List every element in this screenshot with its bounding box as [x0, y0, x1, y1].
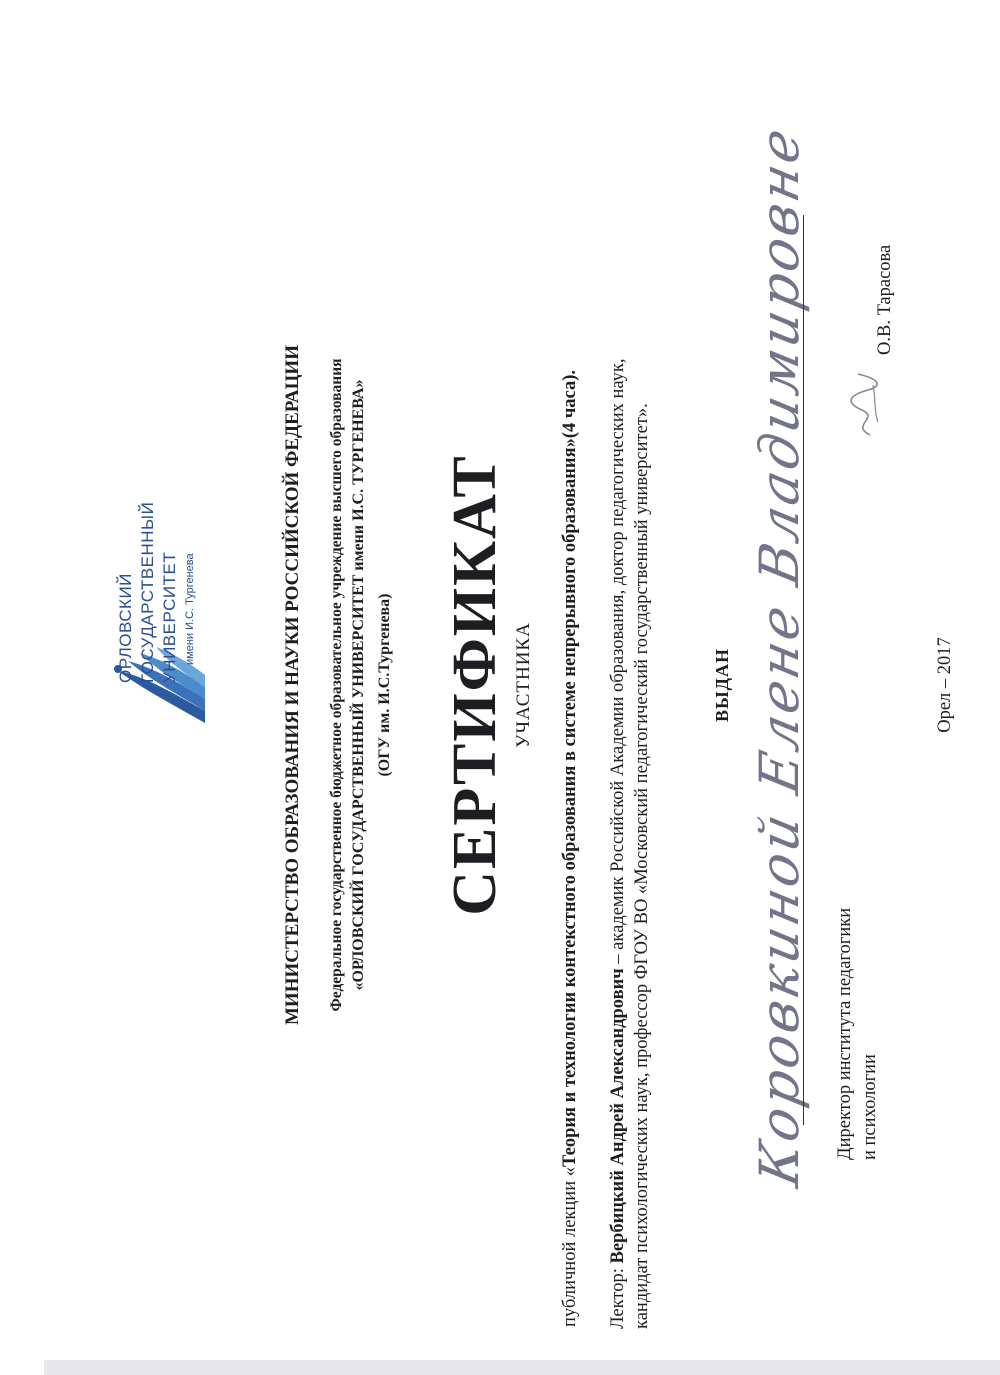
lecture-line: [560, 370, 581, 1327]
certificate-title: СЕРТИФИКАТ: [441, 454, 509, 916]
logo-text-line-2: ГОСУДАРСТВЕННЫЙ: [138, 501, 157, 683]
logo-text-line-3: УНИВЕРСИТЕТ: [160, 551, 179, 683]
institution-line-2: «ОРЛОВСКИЙ ГОСУДАРСТВЕННЫЙ УНИВЕРСИТЕТ имени И.С. ТУРГЕНЕВА»: [350, 379, 367, 991]
logo-subline: имени И.С. Тургенева: [184, 553, 196, 665]
lector-line-2: кандидат психологических наук, профессор ФГОУ ВО «Московский педагогический государственный университет».: [632, 403, 652, 1329]
director-title-line-1: Директор института педагогики: [835, 907, 855, 1160]
recipient-underline: [803, 215, 804, 1125]
lector-name: Вербицкий Андрей Александрович: [608, 968, 628, 1264]
director-title-line-2: и психологии: [860, 1054, 880, 1160]
institution-line-1: Федеральное государственное бюджетное образовательное учреждение высшего образования: [328, 358, 345, 1012]
ministry-heading: МИНИСТЕРСТВО ОБРАЗОВАНИЯ И НАУКИ РОССИЙСКОЙ ФЕДЕРАЦИИ: [282, 345, 303, 1025]
lector-info-1: – академик Российской Академии образования, доктор педагогических наук,: [608, 358, 628, 969]
city-year: Орел – 2017: [935, 637, 955, 733]
signer-name: О.В. Тарасова: [875, 244, 895, 355]
certificate-subtitle: УЧАСТНИКА: [513, 622, 534, 748]
recipient-handwritten-name: Коровкиной Елене Владимировне: [748, 120, 811, 1192]
institution-line-3: (ОГУ им. И.С.Тургенева): [376, 593, 393, 777]
lecture-prefix: публичной лекции «: [560, 1167, 580, 1327]
certificate: [20, 15, 980, 1355]
scan-bottom-edge: [44, 1360, 1000, 1375]
lector-line-1: [608, 358, 629, 1329]
handwritten-signature: [840, 370, 890, 440]
lecture-title: Теория и технологии контекстного образования в системе непрерывного образования»(4 часа).: [560, 369, 580, 1168]
logo-text-line-1: ОРЛОВСКИЙ: [116, 573, 135, 683]
lector-prefix: Лектор:: [608, 1263, 628, 1329]
issued-label: ВЫДАН: [712, 647, 732, 723]
